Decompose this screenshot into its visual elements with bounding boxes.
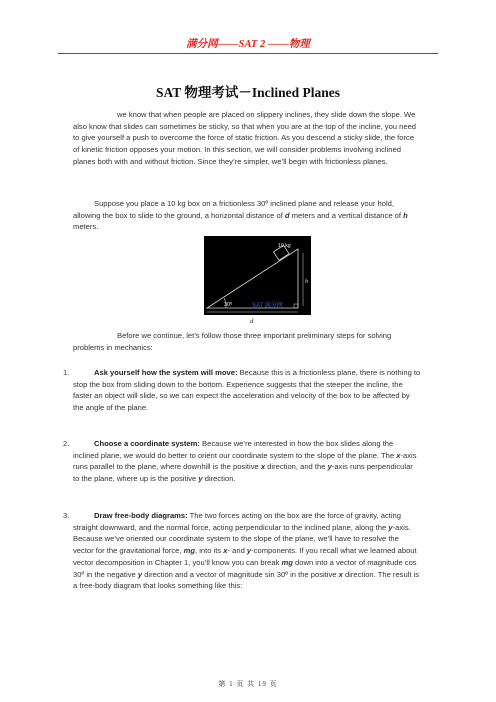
var-mg: mg xyxy=(281,557,293,567)
step-text: direction and a vector of magnitude sin 30º in the positive xyxy=(142,569,339,579)
step-number: 2. xyxy=(63,439,70,448)
step-text: direction. The result is a free-body diagram that looks something like this: xyxy=(73,569,420,591)
before-text: Before we continue, let’s follow those three important preliminary steps for solving problems in mechanics: xyxy=(73,331,392,352)
intro-paragraph xyxy=(73,109,421,168)
step-text: -axis runs perpendicular to the plane, where up is the positive xyxy=(73,462,413,484)
angle-label: 30º xyxy=(224,302,233,308)
step-number: 3. xyxy=(63,511,70,520)
step-text: direction. xyxy=(202,474,236,484)
step-text: Because we’re interested in how the box slides along the inclined plane, we would do better to orient our coordinate system to the slope of the plane. The xyxy=(73,439,397,460)
step-number: 1. xyxy=(63,368,70,377)
setup-text-c: meters. xyxy=(73,222,99,232)
step-2 xyxy=(63,438,421,485)
step-text: -axis. Because we’ve oriented our coordinate system to the slope of the plane, we’ll have to resolve the vector for the gravitational force, xyxy=(73,522,411,556)
setup-paragraph xyxy=(73,198,421,233)
step-heading: Ask yourself how the system will move: xyxy=(94,368,238,377)
var-x: x xyxy=(223,546,228,556)
var-mg: mg xyxy=(183,546,195,556)
document-title: SAT 物理考试－Inclined Planes xyxy=(155,85,341,100)
watermark: SAT 满分网 xyxy=(252,303,283,309)
step-heading: Draw free-body diagrams: xyxy=(94,511,188,520)
step-3 xyxy=(63,510,421,592)
var-y: y xyxy=(388,522,393,532)
step-text: -components. If you recall what we learned about vector decomposition in Chapter 1, you’ll know you can break xyxy=(73,546,417,567)
step-text: , into its xyxy=(194,546,224,556)
step-heading: Choose a coordinate system: xyxy=(94,439,200,448)
var-x: x xyxy=(396,450,401,460)
var-d: d xyxy=(284,210,290,220)
step-text: The two forces acting on the box are the force of gravity, acting straight downward, and the normal force, acting perpendicular to the inclined plane, along the xyxy=(73,511,401,532)
intro-text: we know that when people are placed on slippery inclines, they slide down the slope. We also know that slides can sometimes be sticky, so that when you are at the top of the incline, you need to give yourself a push to overcome the force of static friction. As you descend a sticky slide, the force of kinetic friction opposes your motion. In this section, we will consider problems involving inclined planes both with and without friction. Since they’re simpler, we’ll begin with frictionless planes. xyxy=(73,110,417,166)
step-text: -axis runs parallel to the plane, where downhill is the positive xyxy=(73,450,417,472)
var-x: x xyxy=(260,462,266,472)
step-text: direction, and the xyxy=(265,462,328,472)
distance-label: d xyxy=(250,318,254,325)
var-y: y xyxy=(246,546,252,556)
box-label: 10 kg xyxy=(278,243,291,249)
height-label: h xyxy=(305,279,308,285)
setup-text-a: Suppose you place a 10 kg box on a frictionless 30º inclined plane and release your hold, allowing the box to slide to the ground, a horizontal distance of xyxy=(73,199,394,220)
header-divider xyxy=(58,53,438,54)
step-text: - and xyxy=(227,546,247,556)
var-y: y xyxy=(327,462,332,472)
var-y: y xyxy=(137,569,143,579)
var-y: y xyxy=(198,474,203,484)
page-footer: 第 1 页 共 19 页 xyxy=(218,680,278,688)
step-text: Because this is a frictionless plane, there is nothing to stop the box from sliding down to the bottom. Experience suggests that the steeper the incline, the faster an object will slide, so we can expect the acceleration and velocity of the box to be affected by the angle of the plane. xyxy=(73,368,421,413)
setup-text-b: meters and a vertical distance of xyxy=(289,210,404,220)
before-paragraph xyxy=(73,330,421,353)
incline-figure xyxy=(204,236,311,326)
page-header: 满分网——SAT 2 ——物理 xyxy=(186,39,310,50)
step-1 xyxy=(63,367,421,414)
var-h: h xyxy=(403,210,408,220)
step-text: down into a vector of magnitude cos 30º in the negative xyxy=(73,557,417,579)
var-x: x xyxy=(338,569,343,579)
